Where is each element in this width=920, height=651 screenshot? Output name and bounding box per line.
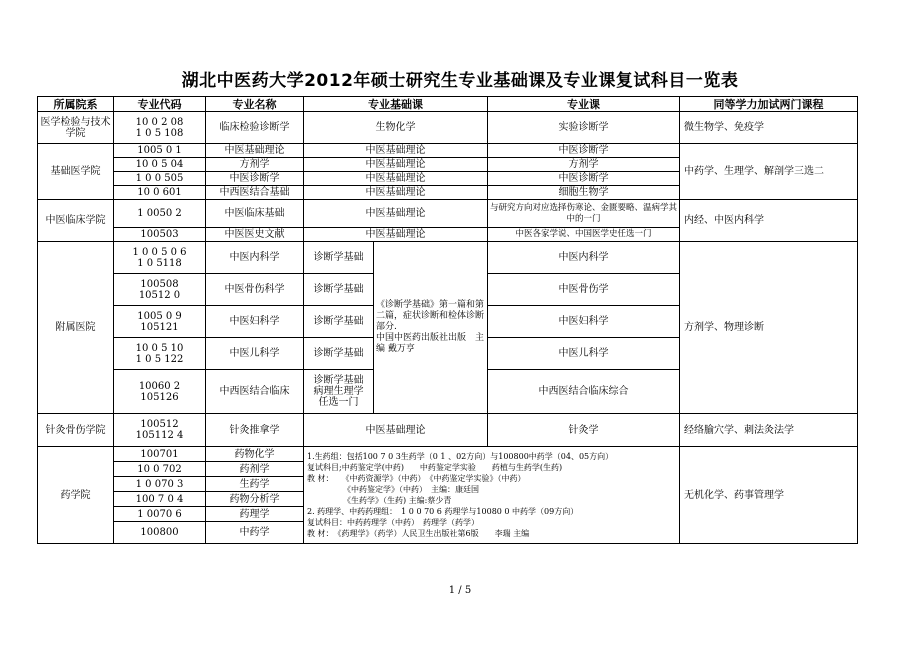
code-cell: 10 0 601 [114,186,206,200]
major-course-cell: 中医诊断学 [488,172,680,186]
code-cell: 10060 2 105126 [114,370,206,414]
code-cell: 10 0 5 10 1 0 5 122 [114,338,206,370]
code-cell: 1005 0 1 [114,144,206,158]
code-cell: 10 0 702 [114,462,206,477]
basic-course-cell: 中医基础理论 [304,228,488,242]
code-cell: 1 0070 6 [114,507,206,522]
note-line: 《生药学》（生药) 主编:蔡少青 [307,496,452,505]
major-course-cell: 中医各家学说、中国医学史任选一门 [488,228,680,242]
major-name-cell: 药物化学 [206,447,304,462]
code-cell: 1 0 070 3 [114,477,206,492]
major-course-cell: 针灸学 [488,414,680,447]
basic-course-cell: 中医基础理论 [304,186,488,200]
note-line: 2. 药理学、中药药理组： 1 0 0 70 6 药理学与10080 0 中药学（09方向） [307,507,579,516]
dept-cell: 附属医院 [38,242,114,414]
major-name-cell: 中医基础理论 [206,144,304,158]
page-title: 湖北中医药大学2012年硕士研究生专业基础课及专业课复试科目一览表 [181,71,739,91]
major-name-cell: 临床检验诊断学 [206,112,304,144]
code-cell: 1 0 0 5 0 6 1 0 5118 [114,242,206,274]
code-cell: 1 0 0 505 [114,172,206,186]
note-line: 《中药鉴定学》（中药） 主编：康廷国 [307,485,479,494]
major-course-cell: 实验诊断学 [488,112,680,144]
basic-course-note: 《诊断学基础》第一篇和第二篇，症状诊断和检体诊断部分. 中国中医药出版社出版 主编 戴万亨 [374,242,488,414]
note-line: 教 材： 《药理学》（药学）人民卫生出版社第6版 李瑞 主编 [307,529,530,538]
major-course-cell: 方剂学 [488,158,680,172]
major-course-cell: 细胞生物学 [488,186,680,200]
code-cell: 10 0 2 08 1 0 5 108 [114,112,206,144]
major-name-cell: 中药学 [206,522,304,544]
extra-course-cell: 微生物学、免疫学 [680,112,858,144]
major-name-cell: 药物分析学 [206,492,304,507]
major-name-cell: 中医骨伤科学 [206,274,304,306]
table-row [38,414,858,447]
extra-course-cell: 方剂学、物理诊断 [680,242,858,414]
major-course-cell: 中医骨伤学 [488,274,680,306]
header-name: 专业名称 [206,97,304,112]
header-dept: 所属院系 [38,97,114,112]
major-name-cell: 药剂学 [206,462,304,477]
major-name-cell: 药理学 [206,507,304,522]
major-name-cell: 中医医史文献 [206,228,304,242]
basic-course-cell: 中医基础理论 [304,200,488,228]
extra-course-cell: 中药学、生理学、解剖学三选二 [680,144,858,200]
basic-course-cell: 生物化学 [304,112,488,144]
note-line: 1.生药组：包括100 7 0 3生药学（0 1 、02方向）与100800中药学（04、05方向） [307,452,614,461]
table-row [38,447,858,462]
major-name-cell: 中医诊断学 [206,172,304,186]
major-name-cell: 中医妇科学 [206,306,304,338]
table-header-row [38,97,858,112]
major-name-cell: 中医内科学 [206,242,304,274]
extra-course-cell: 无机化学、药事管理学 [680,447,858,544]
header-extra: 同等学力加试两门课程 [680,97,858,112]
major-name-cell: 生药学 [206,477,304,492]
dept-cell: 中医临床学院 [38,200,114,242]
major-name-cell: 中医临床基础 [206,200,304,228]
note-line: 复试科目;中药鉴定学(中药) 中药鉴定学实验 药植与生药学(生药) [307,463,563,472]
basic-course-cell: 中医基础理论 [304,172,488,186]
basic-course-cell: 诊断学基础 [304,274,374,306]
major-name-cell: 中西医结合临床 [206,370,304,414]
major-name-cell: 中西医结合基础 [206,186,304,200]
basic-course-cell: 诊断学基础 病理生理学 任选一门 [304,370,374,414]
code-cell: 100503 [114,228,206,242]
code-cell: 1 0050 2 [114,200,206,228]
page-number: 1 / 5 [448,585,472,596]
basic-course-cell: 诊断学基础 [304,338,374,370]
major-course-cell: 中医内科学 [488,242,680,274]
major-course-cell: 与研究方向对应选择伤寒论、金匮要略、温病学其中的一门 [488,200,680,228]
dept-cell: 基础医学院 [38,144,114,200]
basic-course-cell: 诊断学基础 [304,306,374,338]
table-row [38,200,858,228]
code-cell: 100800 [114,522,206,544]
major-name-cell: 方剂学 [206,158,304,172]
basic-course-cell: 中医基础理论 [304,158,488,172]
exam-subjects-table [37,96,858,544]
dept-cell: 医学检验与技术学院 [38,112,114,144]
major-course-cell: 中西医结合临床综合 [488,370,680,414]
major-name-cell: 中医儿科学 [206,338,304,370]
code-cell: 1005 0 9 105121 [114,306,206,338]
extra-course-cell: 经络腧穴学、刺法灸法学 [680,414,858,447]
header-major: 专业课 [488,97,680,112]
major-course-cell: 中医妇科学 [488,306,680,338]
dept-cell: 针灸骨伤学院 [38,414,114,447]
code-cell: 10 0 5 04 [114,158,206,172]
code-cell: 100508 10512 0 [114,274,206,306]
code-cell: 100 7 0 4 [114,492,206,507]
basic-course-cell: 中医基础理论 [304,414,488,447]
basic-course-cell: 诊断学基础 [304,242,374,274]
major-course-cell: 中医儿科学 [488,338,680,370]
table-row [38,144,858,158]
header-code: 专业代码 [114,97,206,112]
major-course-cell: 中医诊断学 [488,144,680,158]
table-row [38,242,858,274]
basic-course-cell: 中医基础理论 [304,144,488,158]
header-basic: 专业基础课 [304,97,488,112]
major-name-cell: 针灸推拿学 [206,414,304,447]
table-row [38,112,858,144]
note-line: 复试科目：中药药理学（中药） 药理学（药学） [307,518,479,527]
extra-course-cell: 内经、中医内科学 [680,200,858,242]
note-line: 教 材： 《中药资源学》（中药） 《中药鉴定学实验》（中药） [307,474,526,483]
code-cell: 100701 [114,447,206,462]
code-cell: 100512 105112 4 [114,414,206,447]
pharmacy-notes [304,447,680,544]
dept-cell: 药学院 [38,447,114,544]
